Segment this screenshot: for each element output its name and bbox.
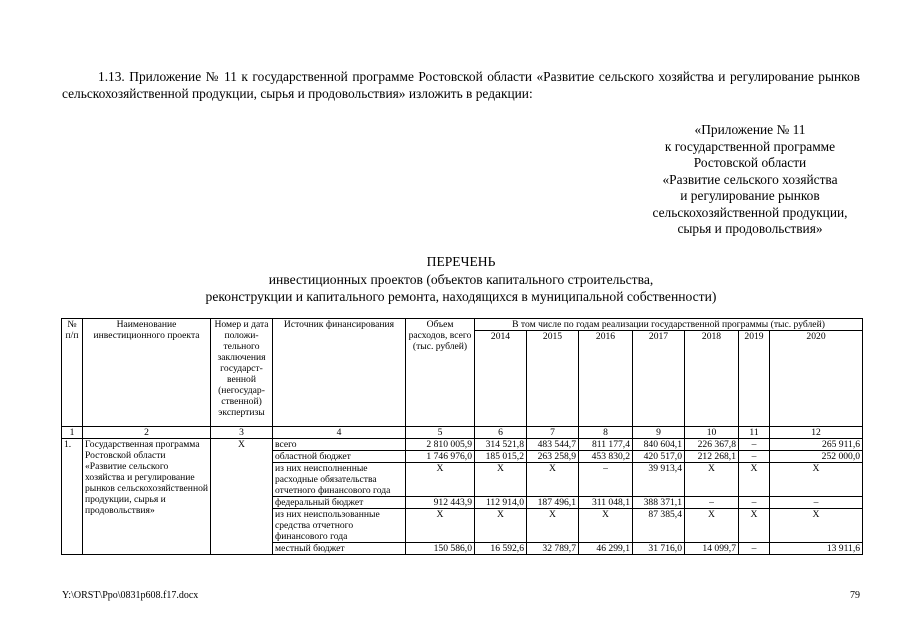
header-year: 2018 <box>685 331 739 427</box>
heading-title: ПЕРЕЧЕНЬ <box>426 254 496 269</box>
appendix-line: и регулирование рынков <box>680 188 820 203</box>
column-number: 12 <box>770 427 863 439</box>
cell-2017: 420 517,0 <box>633 451 685 463</box>
appendix-line: «Приложение № 11 <box>694 122 806 137</box>
cell-volume: 912 443,9 <box>406 497 475 509</box>
table-header-row <box>62 319 863 331</box>
header-source: Источник финансирования <box>273 319 406 427</box>
cell-2020: – <box>770 497 863 509</box>
cell-volume: Х <box>406 509 475 543</box>
intro-text: 1.13. Приложение № 11 к государственной программе Ростовской области «Развитие сельского хозяйства и регулирование рынков сельскохозяйственной продукции, сырья и продовольствия» изложить в редакции: <box>62 69 860 101</box>
column-number: 2 <box>83 427 211 439</box>
cell-2019: – <box>739 543 770 555</box>
header-year: 2017 <box>633 331 685 427</box>
cell-2019: – <box>739 451 770 463</box>
column-numbers-row <box>62 427 863 439</box>
cell-2019: – <box>739 439 770 451</box>
cell-2019: Х <box>739 463 770 497</box>
header-year: 2014 <box>475 331 527 427</box>
cell-2015: 483 544,7 <box>527 439 579 451</box>
cell-2018: 226 367,8 <box>685 439 739 451</box>
heading-line: реконструкции и капитального ремонта, находящихся в муниципальной собственности) <box>205 289 717 304</box>
column-number: 1 <box>62 427 83 439</box>
cell-2016: Х <box>579 509 633 543</box>
cell-2015: 187 496,1 <box>527 497 579 509</box>
cell-2018: – <box>685 497 739 509</box>
cell-volume: 150 586,0 <box>406 543 475 555</box>
project-expertise: Х <box>211 439 273 555</box>
cell-2020: 252 000,0 <box>770 451 863 463</box>
cell-2017: 87 385,4 <box>633 509 685 543</box>
column-number: 8 <box>579 427 633 439</box>
appendix-line: сырья и продовольствия» <box>677 221 823 236</box>
cell-2017: 31 716,0 <box>633 543 685 555</box>
cell-volume: 2 810 005,9 <box>406 439 475 451</box>
row-source: из них неиспользованные средства отчетного финансового года <box>273 509 406 543</box>
cell-2014: 185 015,2 <box>475 451 527 463</box>
column-number: 4 <box>273 427 406 439</box>
cell-2017: 840 604,1 <box>633 439 685 451</box>
cell-2020: Х <box>770 509 863 543</box>
cell-2019: – <box>739 497 770 509</box>
cell-2016: – <box>579 463 633 497</box>
row-source: федеральный бюджет <box>273 497 406 509</box>
cell-2015: Х <box>527 463 579 497</box>
cell-2020: Х <box>770 463 863 497</box>
appendix-line: Ростовской области <box>693 155 807 170</box>
row-source: местный бюджет <box>273 543 406 555</box>
column-number: 10 <box>685 427 739 439</box>
cell-volume: 1 746 976,0 <box>406 451 475 463</box>
cell-2015: Х <box>527 509 579 543</box>
cell-2016: 453 830,2 <box>579 451 633 463</box>
footer-page-number: 79 <box>850 590 860 601</box>
heading-line: инвестиционных проектов (объектов капитального строительства, <box>268 271 654 287</box>
header-num: № п/п <box>62 319 83 427</box>
cell-2014: 314 521,8 <box>475 439 527 451</box>
row-source: из них неисполненные расходные обязательства отчетного финансового года <box>273 463 406 497</box>
header-expertise: Номер и дата положи-тельного заключения государст-венной (негосудар-ственной) экспертизы <box>211 319 273 427</box>
appendix-line: к государственной программе <box>664 138 836 154</box>
header-year: 2015 <box>527 331 579 427</box>
project-name: Государственная программа Ростовской области «Развитие сельского хозяйства и регулирование рынков сельскохозяйственной продукции, сырья и продовольствия» <box>83 439 211 555</box>
cell-2016: 811 177,4 <box>579 439 633 451</box>
column-number: 11 <box>739 427 770 439</box>
intro-paragraph <box>62 68 860 102</box>
header-year: 2020 <box>770 331 863 427</box>
cell-2017: 388 371,1 <box>633 497 685 509</box>
project-num: 1. <box>62 439 83 555</box>
cell-2016: 46 299,1 <box>579 543 633 555</box>
appendix-line: сельскохозяйственной продукции, <box>652 204 848 220</box>
header-volume: Объем расходов, всего (тыс. рублей) <box>406 319 475 427</box>
row-source: всего <box>273 439 406 451</box>
header-year: 2016 <box>579 331 633 427</box>
column-number: 9 <box>633 427 685 439</box>
cell-2019: Х <box>739 509 770 543</box>
cell-2018: 212 268,1 <box>685 451 739 463</box>
header-name: Наименование инвестиционного проекта <box>83 319 211 427</box>
cell-2014: Х <box>475 509 527 543</box>
cell-2014: 112 914,0 <box>475 497 527 509</box>
row-source: областной бюджет <box>273 451 406 463</box>
cell-2014: 16 592,6 <box>475 543 527 555</box>
cell-2016: 311 048,1 <box>579 497 633 509</box>
cell-2018: Х <box>685 509 739 543</box>
cell-2015: 263 258,9 <box>527 451 579 463</box>
header-years-group: В том числе по годам реализации государственной программы (тыс. рублей) <box>475 319 863 331</box>
header-year: 2019 <box>739 331 770 427</box>
appendix-line: «Развитие сельского хозяйства <box>662 171 838 187</box>
appendix-block <box>600 122 900 238</box>
column-number: 3 <box>211 427 273 439</box>
cell-2015: 32 789,7 <box>527 543 579 555</box>
cell-volume: Х <box>406 463 475 497</box>
cell-2020: 265 911,6 <box>770 439 863 451</box>
column-number: 5 <box>406 427 475 439</box>
cell-2017: 39 913,4 <box>633 463 685 497</box>
document-heading <box>62 253 860 306</box>
column-number: 6 <box>475 427 527 439</box>
cell-2018: 14 099,7 <box>685 543 739 555</box>
column-number: 7 <box>527 427 579 439</box>
cell-2018: Х <box>685 463 739 497</box>
footer-file-path: Y:\ORST\Ppo\0831p608.f17.docx <box>62 590 199 601</box>
table-row <box>62 439 863 451</box>
investment-projects-table <box>61 318 863 555</box>
cell-2020: 13 911,6 <box>770 543 863 555</box>
cell-2014: Х <box>475 463 527 497</box>
